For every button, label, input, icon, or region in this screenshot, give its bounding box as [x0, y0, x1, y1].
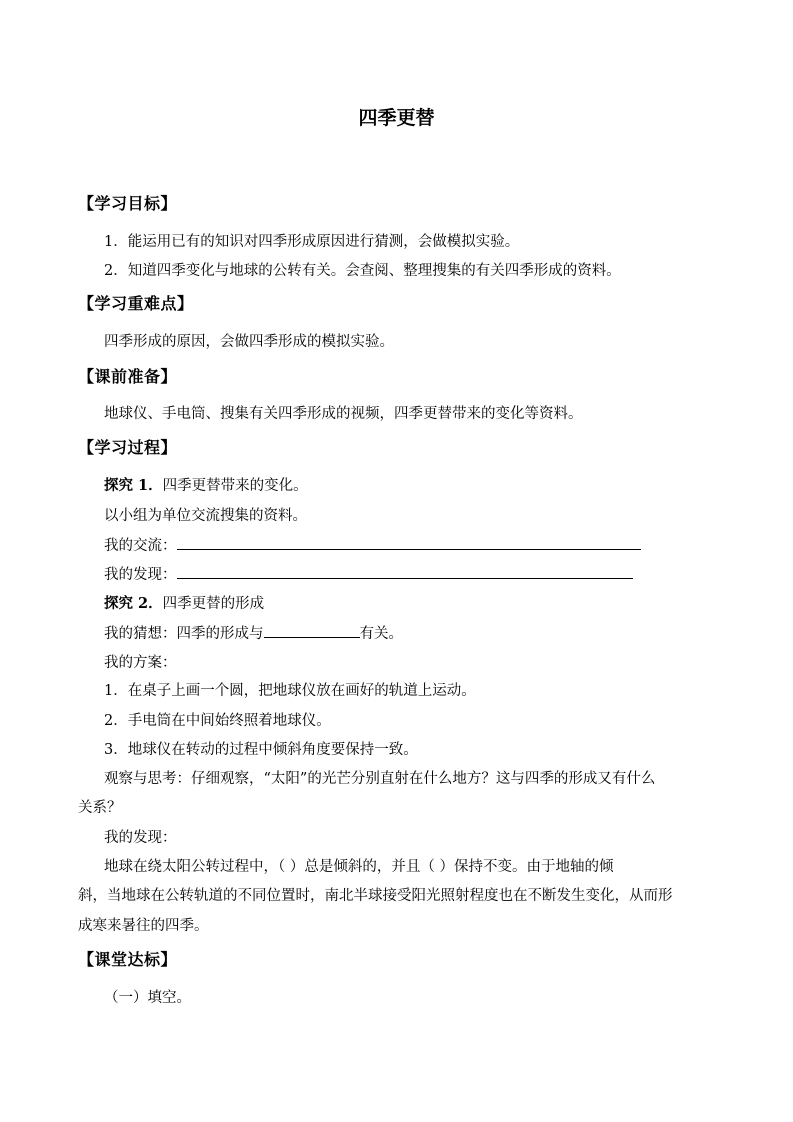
plan-item-3: 3．地球仪在转动的过程中倾斜角度要保持一致。: [104, 742, 418, 758]
key-points-text: 四季形成的原因，会做四季形成的模拟实验。: [104, 334, 394, 350]
my-discovery-row: [104, 564, 633, 585]
preparation-text: 地球仪、手电筒、搜集有关四季形成的视频，四季更替带来的变化等资料。: [104, 406, 583, 422]
my-exchange-row: [104, 535, 641, 556]
my-discovery-label: 我的发现：: [104, 567, 177, 583]
heading-process: 【学习过程】: [78, 438, 178, 457]
classroom-sub-1: （一）填空。: [104, 990, 191, 1006]
objective-item-2: 2．知道四季变化与地球的公转有关。会查阅、整理搜集的有关四季形成的资料。: [104, 263, 621, 279]
conclusion-line-2: 斜，当地球在公转轨道的不同位置时，南北半球接受阳光照射程度也在不断发生变化，从而形: [78, 888, 673, 904]
plan-label: 我的方案：: [104, 655, 177, 671]
explore-1-text: 四季更替带来的变化。: [162, 478, 308, 494]
heading-preparation: 【课前准备】: [78, 367, 178, 386]
my-exchange-label: 我的交流：: [104, 538, 177, 554]
objective-item-1: 1．能运用已有的知识对四季形成原因进行猜测，会做模拟实验。: [104, 234, 520, 250]
heading-classroom: 【课堂达标】: [78, 950, 178, 969]
plan-item-1: 1．在桌子上画一个圆，把地球仪放在画好的轨道上运动。: [104, 683, 476, 699]
heading-objectives: 【学习目标】: [78, 194, 178, 213]
my-discovery-2: 我的发现：: [104, 830, 177, 846]
exchange-intro: 以小组为单位交流搜集的资料。: [104, 508, 307, 524]
conclusion-line-1: 地球在绕太阳公转过程中，（ ）总是倾斜的，并且（ ）保持不变。由于地轴的倾: [104, 859, 614, 875]
my-exchange-blank[interactable]: [177, 535, 641, 550]
observe-line-1: 观察与思考：仔细观察，“太阳”的光芒分别直射在什么地方？这与四季的形成又有什么: [104, 771, 656, 787]
page-title: 四季更替: [358, 107, 435, 129]
guess-row: [104, 623, 403, 644]
explore-1-label: 探究 1．: [104, 477, 163, 494]
plan-item-2: 2．手电筒在中间始终照着地球仪。: [104, 713, 331, 729]
conclusion-line-3: 成寒来暑往的四季。: [78, 918, 209, 934]
guess-suffix: 有关。: [359, 626, 403, 642]
explore-1: [104, 476, 308, 496]
explore-2-text: 四季更替的形成: [162, 596, 265, 612]
explore-2: [104, 594, 264, 614]
explore-2-label: 探究 2．: [104, 595, 163, 612]
guess-prefix: 我的猜想：四季的形成与: [104, 626, 264, 642]
observe-line-2: 关系？: [78, 800, 122, 816]
heading-key-points: 【学习重难点】: [78, 294, 194, 313]
guess-blank[interactable]: [264, 623, 360, 638]
my-discovery-blank[interactable]: [177, 564, 633, 579]
